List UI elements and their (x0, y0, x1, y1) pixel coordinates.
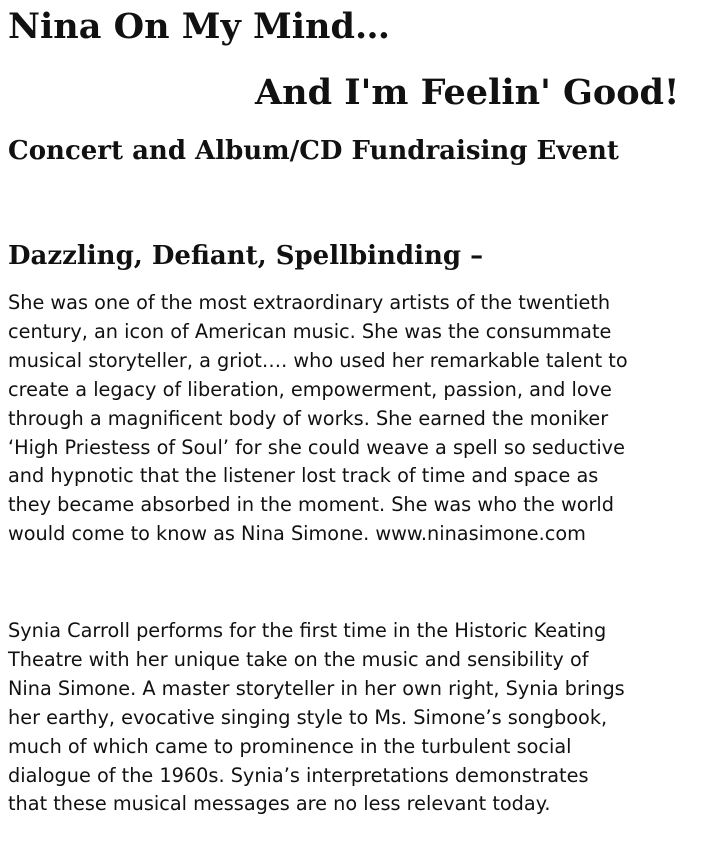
paragraph-line: dialogue of the 1960s. Synia’s interpretations demonstrates (8, 763, 589, 787)
paragraph-line: Synia Carroll performs for the first time in the Historic Keating (8, 619, 607, 642)
paragraph-line: create a legacy of liberation, empowerment, passion, and love (8, 377, 612, 401)
paragraph-line: through a magnificent body of works. She earned the moniker (8, 406, 609, 430)
paragraph-line: that these musical messages are no less relevant today. (8, 792, 551, 816)
paragraph-line: She was one of the most extraordinary artists of the twentieth (8, 291, 611, 314)
paragraph-line: Nina Simone. A master storyteller in her own right, Synia brings (8, 676, 625, 700)
title-line-2: And I'm Feelin' Good! (255, 72, 680, 113)
title-line-1: Nina On My Mind… (8, 6, 390, 47)
biography-paragraph (8, 289, 720, 549)
paragraph-line: they became absorbed in the moment. She was who the world (8, 493, 615, 517)
paragraph-line: much of which came to prominence in the turbulent social (8, 734, 572, 758)
paragraph-line: ‘High Priestess of Soul’ for she could weave a spell so seductive (8, 435, 625, 459)
paragraph-line: would come to know as Nina Simone. www.ninasimone.com (8, 522, 586, 546)
paragraph-line: and hypnotic that the listener lost track of time and space as (8, 464, 599, 488)
event-subtitle: Concert and Album/CD Fundraising Event (8, 136, 619, 166)
performer-paragraph (8, 617, 720, 819)
paragraph-line: musical storyteller, a griot…. who used her remarkable talent to (8, 348, 628, 372)
paragraph-line: her earthy, evocative singing style to Ms. Simone’s songbook, (8, 705, 608, 729)
section-heading: Dazzling, Defiant, Spellbinding – (8, 241, 484, 271)
paragraph-line: Theatre with her unique take on the music and sensibility of (8, 647, 589, 671)
paragraph-line: century, an icon of American music. She was the consummate (8, 319, 612, 343)
